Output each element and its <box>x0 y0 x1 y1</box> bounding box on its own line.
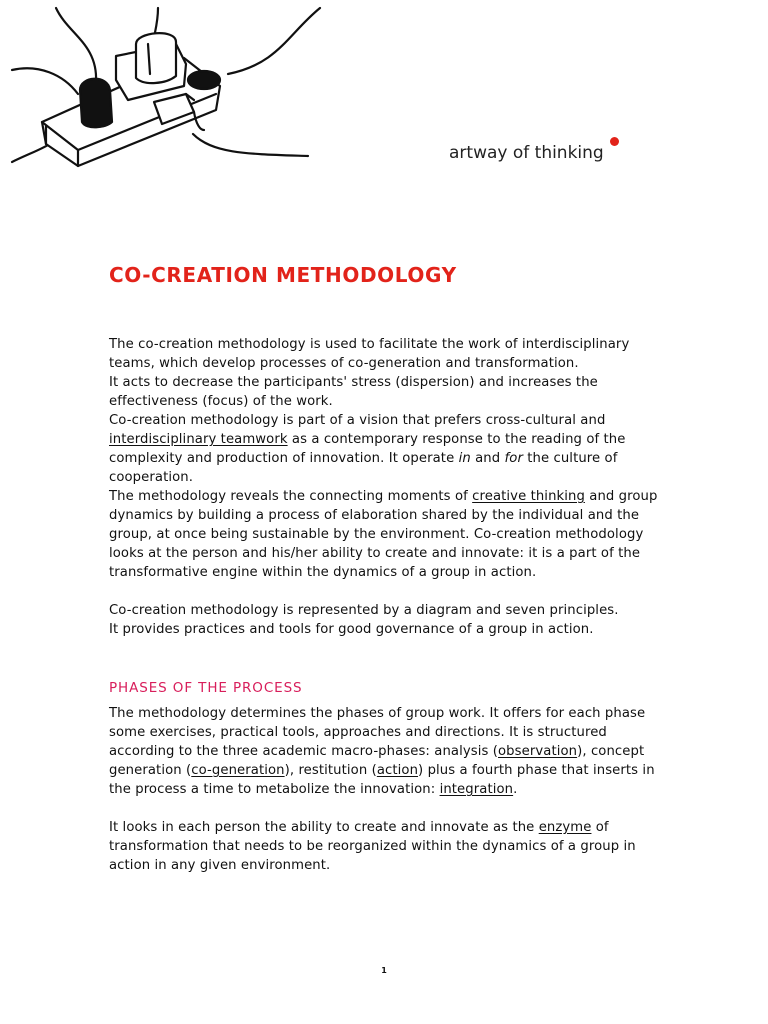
intro-paragraph-1: The co-creation methodology is used to facilitate the work of interdisciplinary teams, which develop processes of co-generation and transformation. <box>109 337 630 371</box>
intro-paragraph-4: The methodology reveals the connecting moments of creative thinking and group dynamics by building a process of elaboration shared by the individual and the group, at once being sustainable by the environment. Co-creation methodology looks at the person and his/her ability to create and innovate: it is a part of the transformative engine within the dynamics of a group in action. <box>109 489 658 580</box>
document-body <box>109 262 669 875</box>
phases-paragraph: The methodology determines the phases of group work. It offers for each phase some exercises, practical tools, approaches and directions. It is structured according to the three academic macro-phases: analysis (observation), concept generation (co-generation), restitution (action) plus a fourth phase that inserts in the process a time to metabolize the innovation: integration. <box>109 706 655 797</box>
black-plug <box>80 79 112 128</box>
cord-top-left <box>56 8 96 82</box>
closing-paragraph: It looks in each person the ability to create and innovate as the enzyme of transformation that needs to be reorganized within the dynamics of a group in action in any given environment. <box>109 820 636 873</box>
cord-bottom-right <box>193 134 308 156</box>
summary-line-1: Co-creation methodology is represented by a diagram and seven principles. <box>109 603 619 618</box>
summary-section <box>109 601 669 639</box>
link-co-generation[interactable]: co-generation <box>191 763 285 778</box>
black-oval-plug <box>188 71 220 89</box>
intro-section <box>109 335 669 582</box>
link-interdisciplinary-teamwork[interactable]: interdisciplinary teamwork <box>109 432 288 447</box>
brand-wordmark: artway of thinking <box>449 143 604 163</box>
page-number: 1 <box>381 966 387 975</box>
section-heading-phases: PHASES OF THE PROCESS <box>109 680 303 696</box>
link-enzyme[interactable]: enzyme <box>538 820 592 835</box>
intro-paragraph-3: Co-creation methodology is part of a vision that prefers cross-cultural and interdisciplinary teamwork as a contemporary response to the reading of the complexity and production of innovation. It operate in and for the culture of cooperation. <box>109 413 626 485</box>
brand-dot-icon <box>610 137 619 146</box>
summary-line-2: It provides practices and tools for good governance of a group in action. <box>109 622 594 637</box>
cord-left <box>12 68 78 94</box>
power-strip-illustration <box>8 4 328 172</box>
intro-paragraph-2: It acts to decrease the participants' stress (dispersion) and increases the effectiveness (focus) of the work. <box>109 375 598 409</box>
link-creative-thinking[interactable]: creative thinking <box>472 489 585 504</box>
page-title: CO-CREATION METHODOLOGY <box>109 263 457 287</box>
cord-right <box>228 8 320 74</box>
link-action[interactable]: action <box>376 763 419 778</box>
link-observation[interactable]: observation <box>498 744 578 759</box>
link-integration[interactable]: integration <box>439 782 514 797</box>
